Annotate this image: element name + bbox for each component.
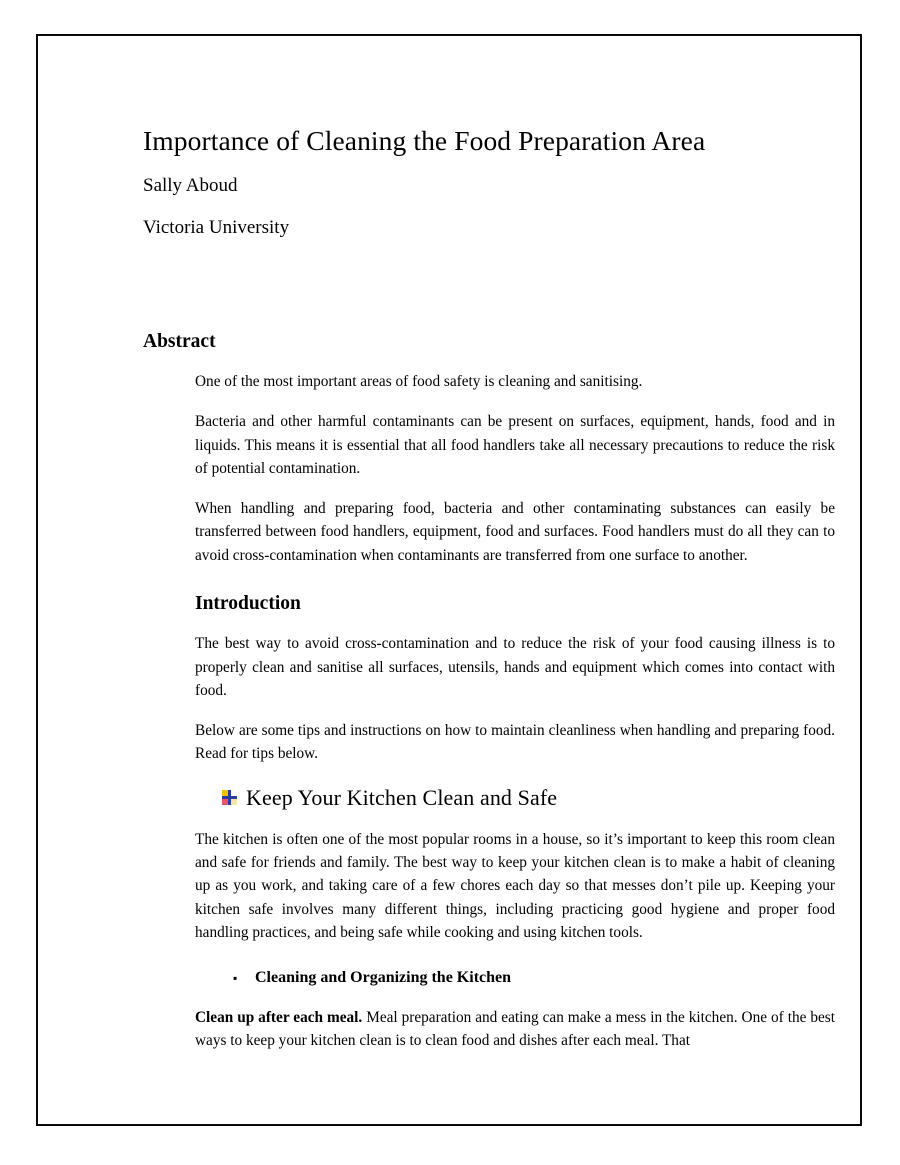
kitchen-section-paragraph: The kitchen is often one of the most popular rooms in a house, so it’s important to keep this room clean and safe for friends and family. The best way to keep your kitchen clean is to make a habit of cleaning up as you work, and taking care of a few chores each day so that messes don’t pile up. Keeping your kitchen safe involves many different things, including practicing good hygiene and proper food handling practices, and being safe while cooking and using kitchen tools. [195,830,835,941]
abstract-body [195,353,835,1052]
abstract-paragraph-1: One of the most important areas of food safety is cleaning and sanitising. [195,373,643,391]
kitchen-section-heading-label: Keep Your Kitchen Clean and Safe [246,784,558,810]
introduction-paragraph-2: Below are some tips and instructions on how to maintain cleanliness when handling and preparing food. Read for tips below. [195,722,835,763]
icon-horizontal-bar [222,796,237,799]
colored-quadrant-bullet-icon [222,790,237,805]
subsection-lead-in: Clean up after each meal. [195,1008,363,1026]
author-name: Sally Aboud [143,175,238,197]
kitchen-section-heading-row [222,766,835,811]
abstract-paragraph-3: When handling and preparing food, bacteria and other contaminating substances can easily be transferred between food handlers, equipment, food and surfaces. Food handlers must do all they can to avoid cross-contamination when contaminants are transferred from one surface to another. [195,500,835,564]
subsection-bullet-row [233,944,835,989]
introduction-paragraph-1: The best way to avoid cross-contamination and to reduce the risk of your food causing illness is to properly clean and sanitise all surfaces, utensils, hands and equipment which comes into contact with food. [195,635,835,699]
author-affiliation: Victoria University [143,217,290,239]
introduction-heading: Introduction [195,592,301,614]
subsection-body-text: Meal preparation and eating can make a mess in the kitchen. One of the best ways to keep your kitchen clean is to clean food and dishes after each meal. That [195,1008,835,1050]
icon-quadrant-bottom-right [230,798,237,805]
page-border-frame [36,34,862,1126]
document-content [143,124,835,1052]
page-title: Importance of Cleaning the Food Preparation Area [143,125,706,156]
abstract-heading: Abstract [143,330,216,352]
subsection-paragraph [195,989,835,1053]
square-bullet-icon: ▪ [233,971,238,986]
abstract-paragraph-2: Bacteria and other harmful contaminants can be present on surfaces, equipment, hands, food and in liquids. This means it is essential that all food handlers take all necessary precautions to reduce the risk of potential contamination. [195,413,835,477]
subsection-label: Cleaning and Organizing the Kitchen [255,969,512,987]
